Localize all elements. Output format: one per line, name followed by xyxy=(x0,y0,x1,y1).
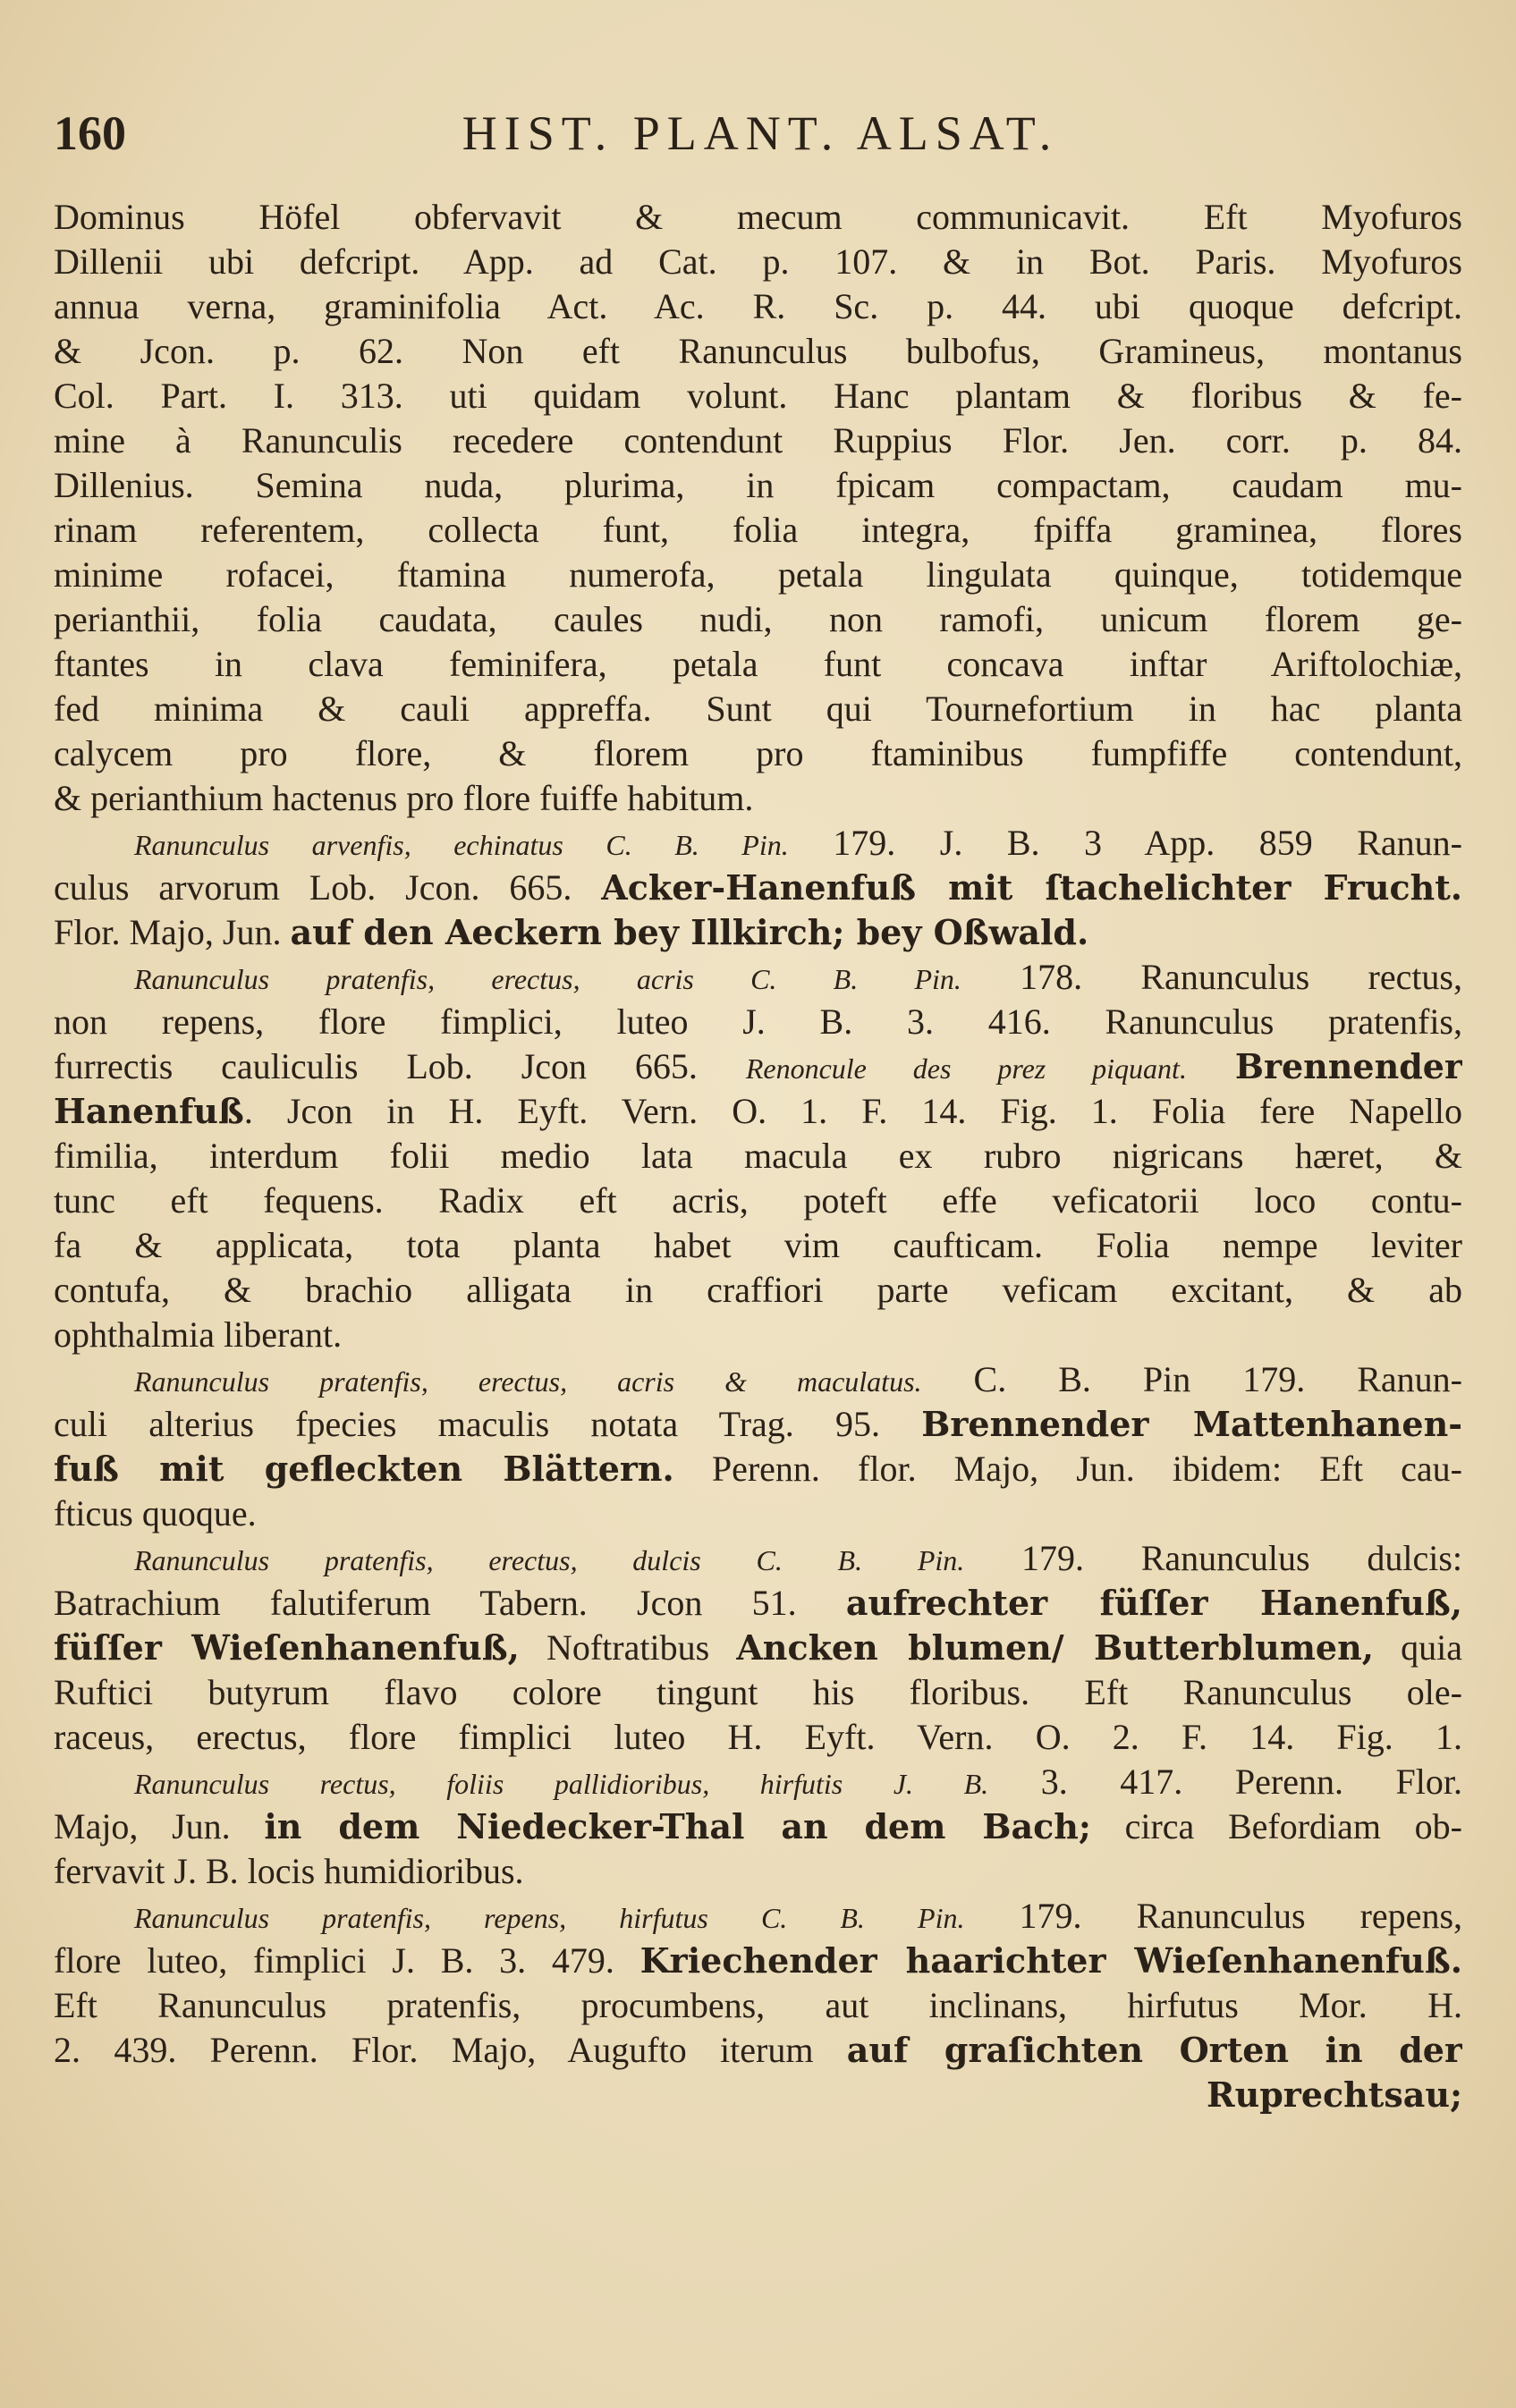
fraktur-text: Hanenfuß xyxy=(54,1091,244,1131)
latin-text: non repens, flore fimplici, luteo J. B. 3. 416. Ranunculus pratenfis, xyxy=(54,1001,1462,1042)
text-line xyxy=(54,955,1462,1000)
fraktur-text: fuß mit gefleckten Blättern. xyxy=(54,1449,674,1489)
text-line xyxy=(54,553,1462,597)
fraktur-text: auf graſichten Orten in der xyxy=(846,2030,1462,2070)
text-line xyxy=(54,1089,1462,1134)
fraktur-text: Brennender Mattenhanen- xyxy=(921,1404,1462,1444)
text-line xyxy=(54,2028,1462,2073)
text-line xyxy=(54,1357,1462,1402)
text-line xyxy=(54,1670,1462,1715)
text-line xyxy=(54,463,1462,508)
latin-text: & Jcon. p. 62. Non eft Ranunculus bulbofus, Gramineus, montanus xyxy=(54,331,1462,371)
latin-text: rinam referentem, collecta funt, folia integra, fpiffa graminea, flores xyxy=(54,510,1462,550)
latin-text: 179. Ranunculus dulcis: xyxy=(964,1538,1462,1578)
latin-text xyxy=(1187,1046,1235,1086)
latin-text: . Jcon in H. Eyft. Vern. O. 1. F. 14. Fig. 1. Folia fere Napello xyxy=(243,1091,1462,1131)
latin-text: fa & applicata, tota planta habet vim caufticam. Folia nempe leviter xyxy=(54,1225,1462,1265)
latin-text: culi alterius fpecies maculis notata Trag. 95. xyxy=(54,1404,922,1444)
latin-text: ftantes in clava feminifera, petala funt concava inftar Ariftolochiæ, xyxy=(54,644,1462,684)
italic-citation: Ranunculus pratenfis, erectus, dulcis C. B. Pin. xyxy=(134,1544,965,1576)
fraktur-text: füſſer Wieſenhanenfuß, xyxy=(54,1627,520,1668)
text-line xyxy=(54,284,1462,329)
latin-text: flore luteo, fimplici J. B. 3. 479. xyxy=(54,1940,640,1981)
latin-text: 179. J. B. 3 App. 859 Ranun- xyxy=(788,823,1462,863)
latin-text: 2. 439. Perenn. Flor. Majo, Augufto iterum xyxy=(54,2030,847,2070)
latin-text: Perenn. flor. Majo, Jun. ibidem: Eft cau- xyxy=(673,1449,1462,1489)
text-line xyxy=(54,1000,1462,1044)
latin-text: Majo, Jun. xyxy=(54,1806,265,1846)
italic-citation: Ranunculus rectus, foliis pallidioribus, hirfutis J. B. xyxy=(134,1768,989,1800)
text-line xyxy=(54,1491,1462,1536)
text-line xyxy=(54,1134,1462,1179)
fraktur-text: in dem Niedecker-Thal an dem Bach; xyxy=(264,1806,1091,1846)
text-line xyxy=(54,1983,1462,2028)
fraktur-text: Acker-Hanenfuß mit ſtachelichter Frucht. xyxy=(601,867,1462,908)
fraktur-text: Kriechender haarichter Wieſenhanenfuß. xyxy=(639,1940,1462,1981)
text-line xyxy=(54,1179,1462,1223)
latin-text: fed minima & cauli appreffa. Sunt qui Tournefortium in hac planta xyxy=(54,689,1462,729)
latin-text: 179. Ranunculus repens, xyxy=(964,1896,1462,1936)
latin-text: tunc eft fequens. Radix eft acris, poteft effe veficatorii loco contu- xyxy=(54,1180,1462,1221)
text-line xyxy=(54,1849,1462,1894)
latin-text: & perianthium hactenus pro flore fuiffe habitum. xyxy=(54,778,754,818)
page-number: 160 xyxy=(54,106,126,160)
latin-text: Flor. Majo, Jun. xyxy=(54,912,291,952)
latin-text: fervavit J. B. locis humidioribus. xyxy=(54,1851,524,1891)
latin-text: Ruftici butyrum flavo colore tingunt his floribus. Eft Ranunculus ole- xyxy=(54,1672,1462,1712)
italic-citation: Renoncule des prez piquant. xyxy=(745,1052,1187,1085)
latin-text: Eft Ranunculus pratenfis, procumbens, aut inclinans, hirfutus Mor. H. xyxy=(54,1985,1462,2025)
text-line xyxy=(54,1626,1462,1670)
italic-citation: Ranunculus pratenfis, erectus, acris C. B. Pin. xyxy=(134,963,961,995)
text-line xyxy=(54,687,1462,731)
text-line xyxy=(54,240,1462,284)
text-line xyxy=(54,1402,1462,1447)
text-line xyxy=(54,1581,1462,1626)
text-line xyxy=(54,195,1462,240)
latin-text: furrectis cauliculis Lob. Jcon 665. xyxy=(54,1046,746,1086)
latin-text: minime rofacei, ftamina numerofa, petala lingulata quinque, totidemque xyxy=(54,554,1462,595)
text-line xyxy=(54,1894,1462,1939)
latin-text: Noftratibus xyxy=(519,1627,737,1668)
page-header xyxy=(54,106,1467,177)
text-line xyxy=(54,1536,1462,1581)
italic-citation: Ranunculus arvenfis, echinatus C. B. Pin. xyxy=(134,829,789,861)
italic-citation: Ranunculus pratenfis, repens, hirfutus C. B. Pin. xyxy=(134,1902,965,1934)
latin-text: fticus quoque. xyxy=(54,1493,257,1534)
text-line xyxy=(54,374,1462,418)
text-line xyxy=(54,2073,1462,2117)
latin-text: Dominus Höfel obfervavit & mecum communicavit. Eft Myofuros xyxy=(54,197,1462,237)
text-line xyxy=(54,1760,1462,1804)
text-line xyxy=(54,1939,1462,1983)
text-line xyxy=(54,731,1462,776)
fraktur-text: Brennender xyxy=(1234,1046,1462,1086)
latin-text: ophthalmia liberant. xyxy=(54,1314,343,1355)
text-line xyxy=(54,776,1462,821)
text-line xyxy=(54,1804,1462,1849)
text-line xyxy=(54,1313,1462,1357)
latin-text: C. B. Pin 179. Ranun- xyxy=(921,1359,1462,1399)
text-line xyxy=(54,329,1462,374)
text-line xyxy=(54,1447,1462,1491)
latin-text: Col. Part. I. 313. uti quidam volunt. Hanc plantam & floribus & fe- xyxy=(54,376,1462,416)
text-line xyxy=(54,418,1462,463)
fraktur-text: auf den Aeckern bey Illkirch; bey Oßwald. xyxy=(290,912,1089,952)
latin-text: circa Befordiam ob- xyxy=(1090,1806,1462,1846)
latin-text: fimilia, interdum folii medio lata macula ex rubro nigricans hæret, & xyxy=(54,1136,1462,1176)
latin-text: culus arvorum Lob. Jcon. 665. xyxy=(54,867,602,908)
text-line xyxy=(54,821,1462,866)
text-line xyxy=(54,1268,1462,1313)
latin-text: raceus, erectus, flore fimplici luteo H. Eyft. Vern. O. 2. F. 14. Fig. 1. xyxy=(54,1717,1462,1757)
latin-text: mine à Ranunculis recedere contendunt Ruppius Flor. Jen. corr. p. 84. xyxy=(54,420,1462,460)
fraktur-text: aufrechter füſſer Hanenfuß, xyxy=(845,1583,1462,1623)
latin-text: 178. Ranunculus rectus, xyxy=(961,957,1462,997)
fraktur-text: Ancken blumen/ Butterblumen, xyxy=(736,1627,1374,1668)
text-line xyxy=(54,508,1462,553)
text-line xyxy=(54,910,1462,955)
latin-text: 3. 417. Perenn. Flor. xyxy=(988,1762,1462,1802)
fraktur-text: Ruprechtsau; xyxy=(1207,2074,1462,2115)
text-line xyxy=(54,866,1462,910)
latin-text: annua verna, graminifolia Act. Ac. R. Sc. p. 44. ubi quoque defcript. xyxy=(54,286,1462,326)
text-line xyxy=(54,1044,1462,1089)
latin-text: calycem pro flore, & florem pro ftaminibus fumpfiffe contendunt, xyxy=(54,733,1462,773)
latin-text: contufa, & brachio alligata in craffiori parte veficam excitant, & ab xyxy=(54,1270,1462,1310)
body-text xyxy=(54,195,1462,2117)
running-title: HIST. PLANT. ALSAT. xyxy=(462,106,1059,160)
latin-text: Dillenii ubi defcript. App. ad Cat. p. 107. & in Bot. Paris. Myofuros xyxy=(54,241,1462,282)
text-line xyxy=(54,1223,1462,1268)
latin-text: Dillenius. Semina nuda, plurima, in fpicam compactam, caudam mu- xyxy=(54,465,1462,505)
text-line xyxy=(54,642,1462,687)
text-line xyxy=(54,1715,1462,1760)
latin-text: quia xyxy=(1373,1627,1462,1668)
latin-text: perianthii, folia caudata, caules nudi, non ramofi, unicum florem ge- xyxy=(54,599,1462,639)
text-line xyxy=(54,597,1462,642)
latin-text: Batrachium falutiferum Tabern. Jcon 51. xyxy=(54,1583,846,1623)
italic-citation: Ranunculus pratenfis, erectus, acris & maculatus. xyxy=(134,1365,922,1398)
